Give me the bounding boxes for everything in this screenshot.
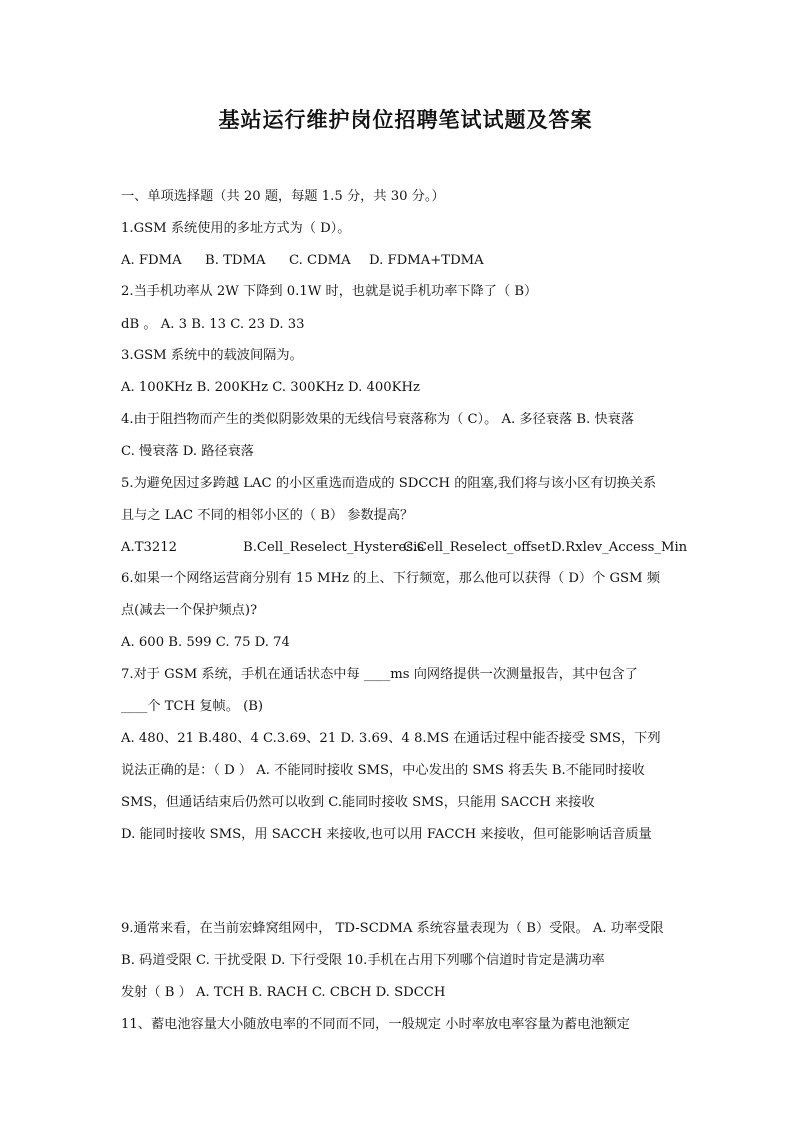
question-1-options: [121, 252, 691, 270]
question-9-options: B. 码道受限 C. 干扰受限 D. 下行受限 10.手机在占用下列哪个信道时肯定是满功率: [121, 953, 605, 968]
option-d: D.Rxlev_Access_Min: [551, 540, 688, 555]
question-8-cont: SMS，但通话结束后仍然可以收到 C.能同时接收 SMS，只能用 SACCH 来接收: [121, 795, 595, 810]
question-7-options: A. 480、21 B.480、4 C.3.69、21 D. 3.69、4 8.MS 在通话过程中能否接受 SMS，下列: [121, 731, 661, 746]
question-8-option-d: D. 能同时接收 SMS，用 SACCH 来接收,也可以用 FACCH 来接收，但可能影响话音质量: [121, 827, 652, 842]
option-a: A.T3212: [121, 540, 178, 555]
question-5: 5.为避免因过多跨越 LAC 的小区重选而造成的 SDCCH 的阻塞,我们将与该小区有切换关系: [121, 476, 657, 491]
option-b: B. TDMA: [205, 253, 266, 268]
option-a: A. FDMA: [121, 253, 182, 268]
question-7: 7.对于 GSM 系统，手机在通话状态中每 ____ms 向网络提供一次测量报告，其中包含了: [121, 667, 638, 682]
question-11: 11、蓄电池容量大小随放电率的不同而不同，一般规定 小时率放电率容量为蓄电池额定: [121, 1017, 630, 1032]
option-c: C.Cell_Reselect_offset: [403, 540, 551, 555]
option-c: C. CDMA: [289, 253, 351, 268]
question-4-options: C. 慢衰落 D. 路径衰落: [121, 444, 254, 459]
question-6-cont: 点(减去一个保护频点)?: [121, 603, 258, 618]
question-8: 说法正确的是：（ D ） A. 不能同时接收 SMS，中心发出的 SMS 将丢失 B.不能同时接收: [121, 763, 645, 778]
section-heading: 一、单项选择题（共 20 题，每题 1.5 分，共 30 分。）: [121, 189, 445, 204]
question-5-options: [121, 539, 691, 557]
question-1: 1.GSM 系统使用的多址方式为（ D）。: [121, 221, 351, 236]
document-title: 基站运行维护岗位招聘笔试试题及答案: [218, 107, 593, 132]
option-b: B.Cell_Reselect_Hysteresis: [243, 540, 425, 555]
question-10-options: 发射（ B ） A. TCH B. RACH C. CBCH D. SDCCH: [121, 985, 446, 1000]
question-9: 9.通常来看，在当前宏蜂窝组网中， TD-SCDMA 系统容量表现为（ B）受限。 A. 功率受限: [121, 921, 664, 936]
question-7-cont: ____个 TCH 复帧。 (B): [121, 699, 264, 714]
question-3-options: A. 100KHz B. 200KHz C. 300KHz D. 400KHz: [121, 380, 420, 395]
option-d: D. FDMA+TDMA: [369, 253, 484, 268]
question-4: 4.由于阻挡物而产生的类似阴影效果的无线信号衰落称为（ C）。 A. 多径衰落 B. 快衰落: [121, 412, 635, 427]
question-2: 2.当手机功率从 2W 下降到 0.1W 时，也就是说手机功率下降了（ B）: [121, 284, 538, 299]
question-3: 3.GSM 系统中的载波间隔为。: [121, 348, 303, 363]
question-6-options: A. 600 B. 599 C. 75 D. 74: [121, 635, 290, 650]
question-5-cont: 且与之 LAC 不同的相邻小区的（ B） 参数提高？: [121, 508, 414, 523]
question-6: 6.如果一个网络运营商分别有 15 MHz 的上、下行频宽，那么他可以获得（ D）个 GSM 频: [121, 571, 660, 586]
question-2-options: dB 。 A. 3 B. 13 C. 23 D. 33: [121, 317, 305, 332]
